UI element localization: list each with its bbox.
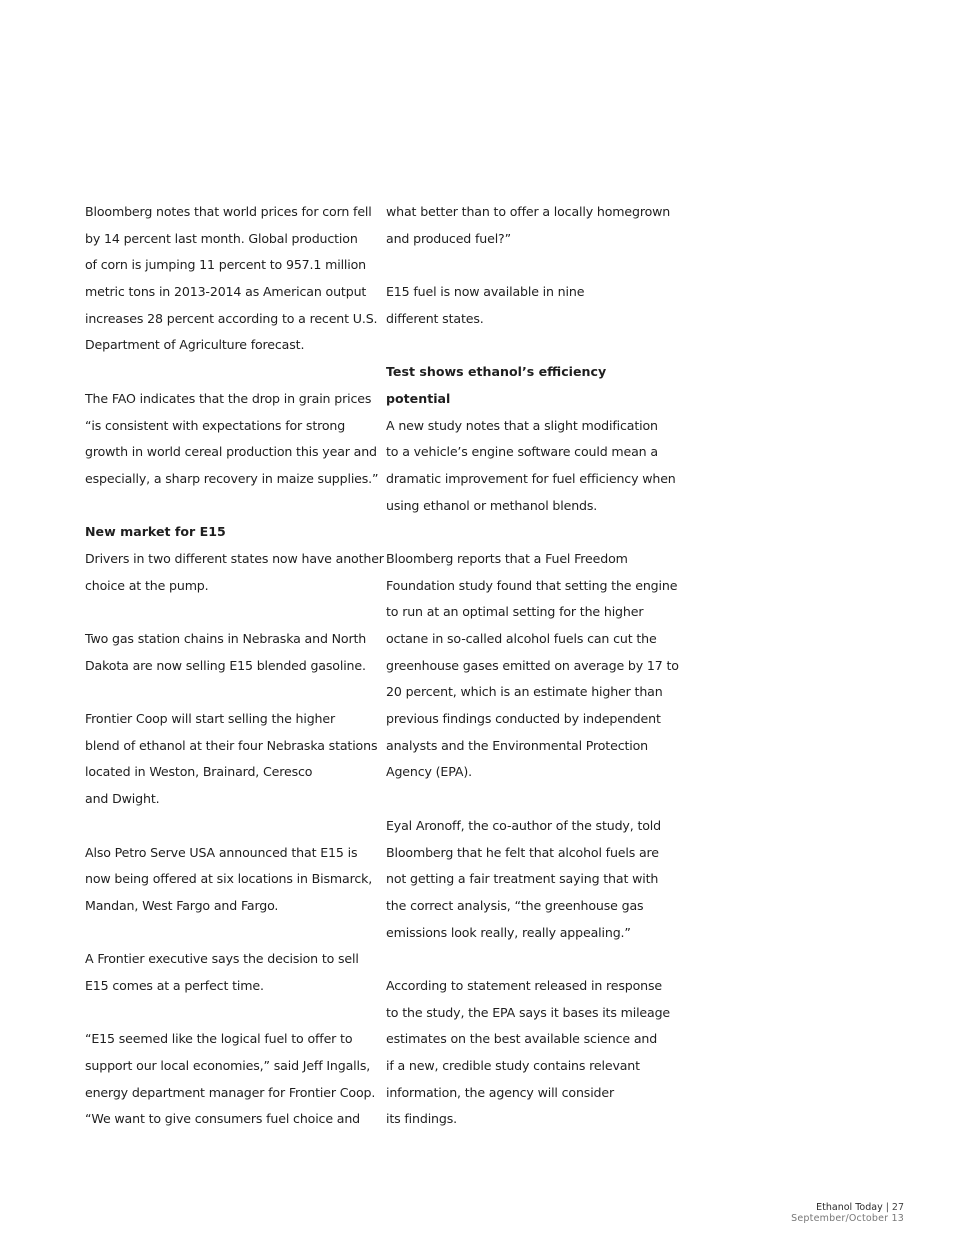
- section-heading: potential: [386, 390, 451, 406]
- text-line: Dakota are now selling E15 blended gasoline.: [85, 657, 366, 673]
- text-line: Also Petro Serve USA announced that E15 is: [85, 844, 358, 860]
- text-line: to the study, the EPA says it bases its mileage: [386, 1004, 671, 1020]
- text-line: According to statement released in response: [386, 977, 663, 993]
- text-line: and produced fuel?”: [386, 230, 511, 246]
- text-line: of corn is jumping 11 percent to 957.1 million: [85, 257, 367, 273]
- text-line: and Dwight.: [85, 791, 160, 807]
- article-column-left: [85, 199, 384, 1133]
- text-line: Bloomberg notes that world prices for corn fell: [85, 204, 372, 219]
- text-line: Eyal Aronoff, the co-author of the study, told: [386, 817, 661, 833]
- text-line: previous findings conducted by independent: [386, 711, 661, 727]
- text-line: Bloomberg reports that a Fuel Freedom: [386, 550, 628, 566]
- text-line: increases 28 percent according to a recent U.S.: [85, 310, 378, 326]
- text-line: choice at the pump.: [85, 577, 209, 593]
- text-line: especially, a sharp recovery in maize supplies.”: [85, 470, 379, 486]
- folio-separator: |: [885, 1202, 889, 1213]
- text-line: if a new, credible study contains relevant: [386, 1058, 640, 1073]
- text-line: E15 fuel is now available in nine: [386, 284, 585, 300]
- text-line: “is consistent with expectations for strong: [85, 417, 346, 433]
- text-line: Two gas station chains in Nebraska and North: [85, 631, 367, 646]
- text-line: “E15 seemed like the logical fuel to offer to: [85, 1031, 353, 1047]
- page-footer: [791, 1202, 904, 1224]
- text-line: different states.: [386, 310, 484, 326]
- text-line: information, the agency will consider: [386, 1084, 615, 1100]
- paragraph-spacer: [386, 332, 676, 359]
- text-line: A new study notes that a slight modification: [386, 417, 658, 433]
- paragraph-spacer: [85, 359, 375, 386]
- text-line: Mandan, West Fargo and Fargo.: [85, 897, 279, 913]
- paragraph-spacer: [386, 252, 676, 279]
- paragraph-spacer: [386, 519, 676, 546]
- text-line: analysts and the Environmental Protection: [386, 737, 648, 753]
- paragraph-spacer: [85, 1000, 375, 1027]
- text-line: Agency (EPA).: [386, 764, 472, 780]
- paragraph-spacer: [85, 493, 375, 520]
- text-line: what better than to offer a locally homegrown: [386, 204, 671, 219]
- issue-date: September/October 13: [791, 1213, 904, 1224]
- paragraph-spacer: [386, 946, 676, 973]
- text-line: emissions look really, really appealing.”: [386, 924, 631, 940]
- text-line: Drivers in two different states now have another: [85, 550, 384, 566]
- text-line: now being offered at six locations in Bismarck,: [85, 871, 373, 887]
- paragraph-spacer: [85, 813, 375, 840]
- text-line: not getting a fair treatment saying that with: [386, 871, 659, 887]
- text-line: using ethanol or methanol blends.: [386, 497, 598, 513]
- publication-name: Ethanol Today: [816, 1202, 883, 1213]
- text-line: its findings.: [386, 1111, 457, 1127]
- text-line: metric tons in 2013-2014 as American output: [85, 284, 367, 300]
- text-line: greenhouse gases emitted on average by 17 to: [386, 657, 679, 673]
- footer-folio: [791, 1202, 904, 1213]
- paragraph-spacer: [85, 679, 375, 706]
- text-line: estimates on the best available science and: [386, 1031, 658, 1047]
- text-line: 20 percent, which is an estimate higher than: [386, 684, 663, 700]
- paragraph-spacer: [386, 786, 676, 813]
- text-line: The FAO indicates that the drop in grain prices: [85, 390, 372, 406]
- section-heading: New market for E15: [85, 524, 226, 540]
- text-line: Bloomberg that he felt that alcohol fuels are: [386, 844, 659, 860]
- section-heading: Test shows ethanol’s efficiency: [386, 364, 607, 380]
- text-line: growth in world cereal production this year and: [85, 444, 377, 460]
- text-line: octane in so-called alcohol fuels can cut the: [386, 631, 657, 646]
- article-column-right: [386, 199, 679, 1133]
- text-line: blend of ethanol at their four Nebraska stations: [85, 737, 378, 753]
- text-line: Department of Agriculture forecast.: [85, 337, 305, 353]
- text-line: E15 comes at a perfect time.: [85, 977, 264, 993]
- text-line: Foundation study found that setting the engine: [386, 577, 678, 593]
- text-line: to a vehicle’s engine software could mean a: [386, 444, 658, 460]
- page-number: 27: [891, 1202, 904, 1213]
- text-line: Frontier Coop will start selling the higher: [85, 711, 336, 727]
- text-line: “We want to give consumers fuel choice and: [85, 1111, 361, 1127]
- text-line: A Frontier executive says the decision to sell: [85, 951, 359, 967]
- paragraph-spacer: [85, 920, 375, 947]
- text-line: to run at an optimal setting for the higher: [386, 604, 644, 620]
- text-line: by 14 percent last month. Global production: [85, 230, 358, 246]
- text-line: dramatic improvement for fuel efficiency when: [386, 470, 676, 486]
- text-line: energy department manager for Frontier Coop.: [85, 1084, 376, 1100]
- paragraph-spacer: [85, 599, 375, 626]
- text-line: the correct analysis, “the greenhouse gas: [386, 897, 644, 913]
- text-line: located in Weston, Brainard, Ceresco: [85, 764, 313, 780]
- text-line: support our local economies,” said Jeff Ingalls,: [85, 1058, 371, 1073]
